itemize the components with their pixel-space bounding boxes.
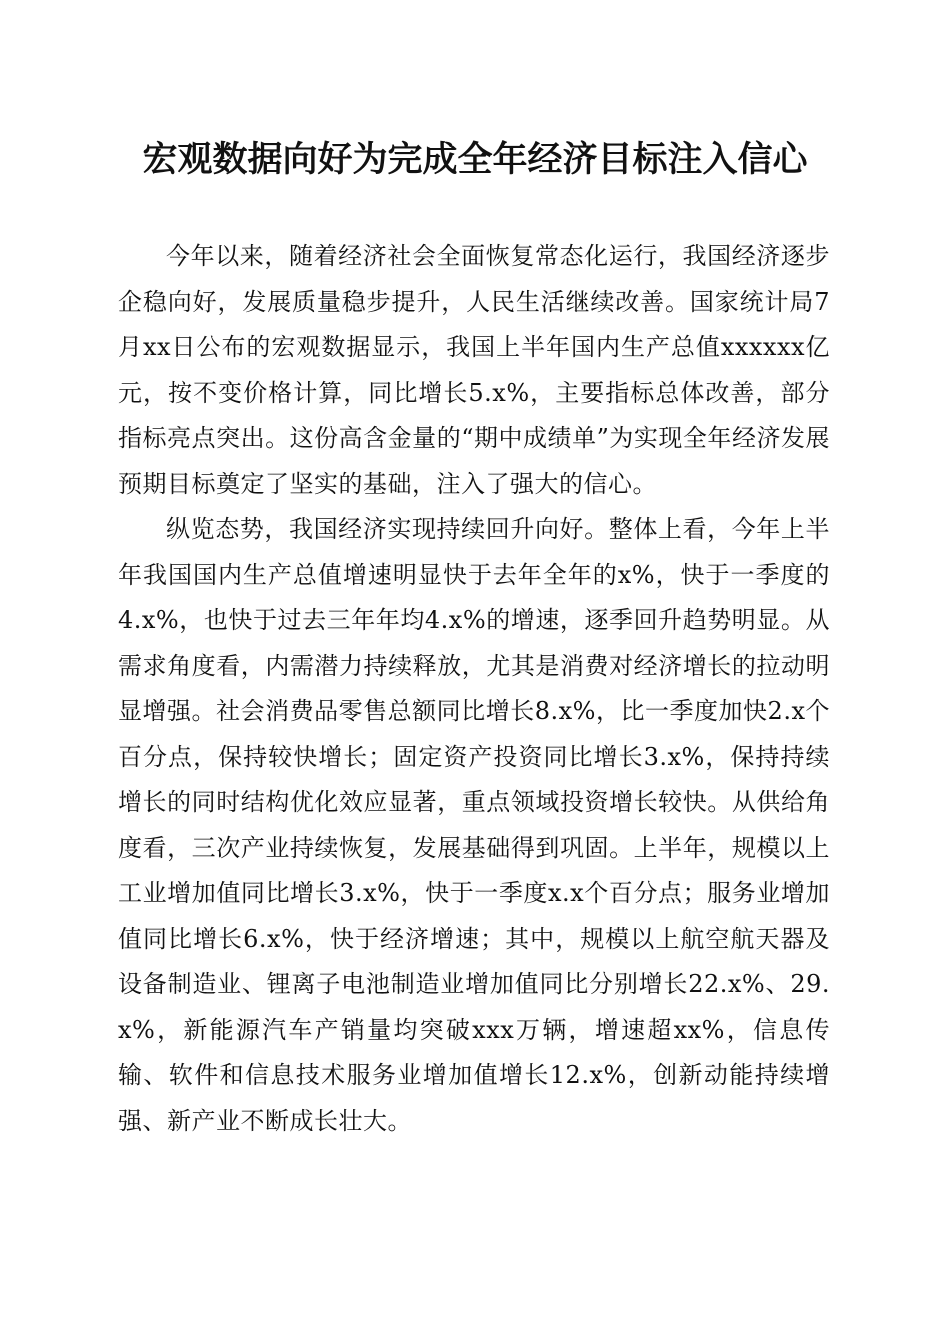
- paragraph-1: 今年以来，随着经济社会全面恢复常态化运行，我国经济逐步企稳向好，发展质量稳步提升，人民生活继续改善。国家统计局7月xx日公布的宏观数据显示，我国上半年国内生产总值xxxxxx亿元，按不变价格计算，同比增长5.x%，主要指标总体改善，部分指标亮点突出。这份高含金量的“期中成绩单”为实现全年经济发展预期目标奠定了坚实的基础，注入了强大的信心。: [118, 242, 830, 498]
- document-title: 宏观数据向好为完成全年经济目标注入信心: [142, 139, 808, 180]
- paragraph-2: 纵览态势，我国经济实现持续回升向好。整体上看，今年上半年我国国内生产总值增速明显快于去年全年的x%，快于一季度的4.x%，也快于过去三年年均4.x%的增速，逐季回升趋势明显。从需求角度看，内需潜力持续释放，尤其是消费对经济增长的拉动明显增强。社会消费品零售总额同比增长8.x%，比一季度加快2.x个百分点，保持较快增长；固定资产投资同比增长3.x%，保持持续增长的同时结构优化效应显著，重点领域投资增长较快。从供给角度看，三次产业持续恢复，发展基础得到巩固。上半年，规模以上工业增加值同比增长3.x%，快于一季度x.x个百分点；服务业增加值同比增长6.x%，快于经济增速；其中，规模以上航空航天器及设备制造业、锂离子电池制造业增加值同比分别增长22.x%、29.x%，新能源汽车产销量均突破xxx万辆，增速超xx%，信息传输、软件和信息技术服务业增加值增长12.x%，创新动能持续增强、新产业不断成长壮大。: [118, 515, 830, 1135]
- document-body: [118, 234, 830, 1144]
